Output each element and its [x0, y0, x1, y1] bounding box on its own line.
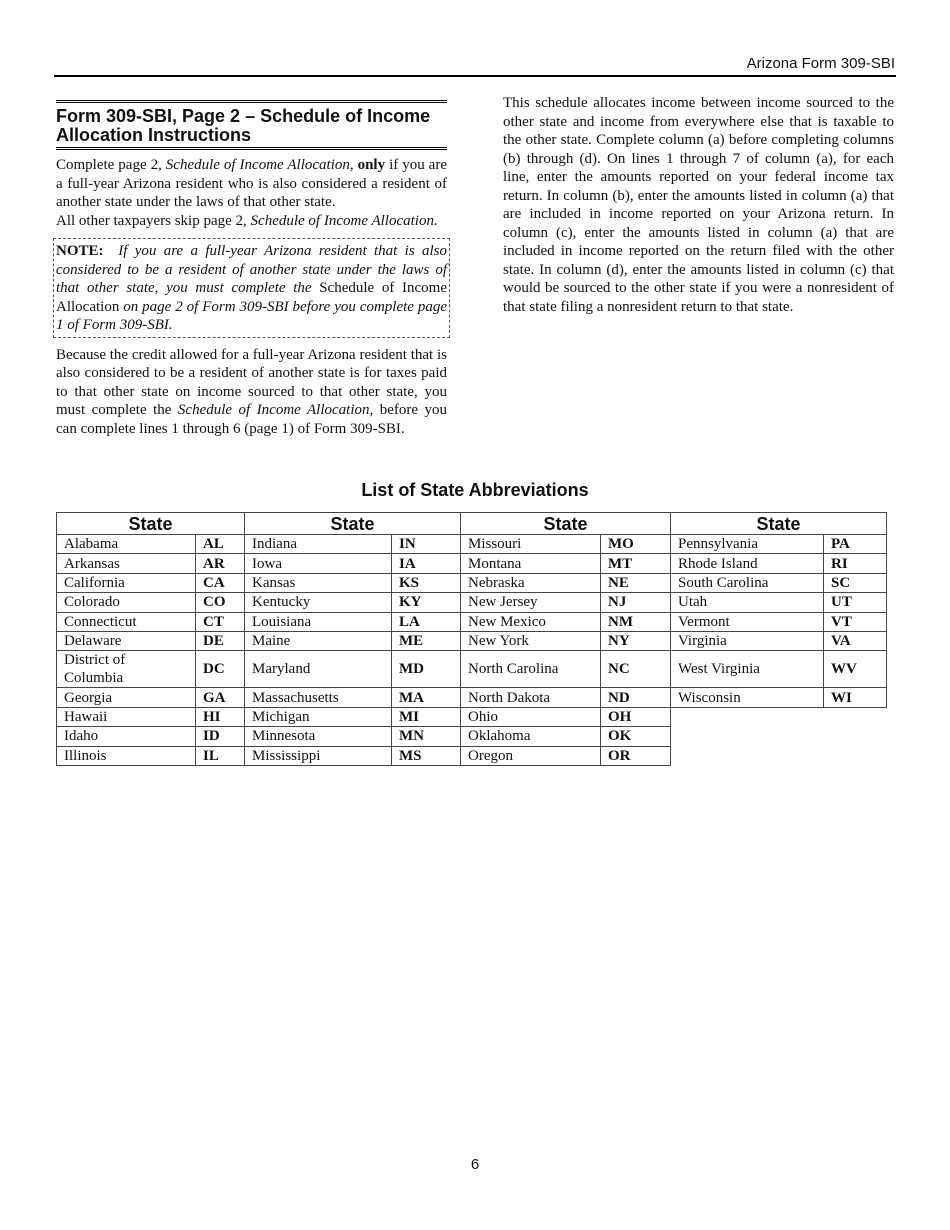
- state-name-cell: Connecticut: [57, 612, 196, 631]
- state-abbr-cell: WV: [824, 651, 887, 688]
- state-abbr-cell: SC: [824, 573, 887, 592]
- state-name-cell: Louisiana: [245, 612, 392, 631]
- state-name-cell: New York: [461, 631, 601, 650]
- state-abbr-cell: NJ: [601, 593, 671, 612]
- instructions-paragraph-1: [56, 156, 447, 212]
- state-name-cell: Virginia: [671, 631, 824, 650]
- table-header-row: [57, 513, 887, 535]
- table-row: [57, 535, 887, 554]
- state-name-cell: Pennsylvania: [671, 535, 824, 554]
- state-column-header: State: [461, 513, 671, 535]
- p1-text-e: if you are a full-year Arizona resident who is also considered a resident of another state under the laws of that other state.: [56, 157, 447, 210]
- table-row: [57, 651, 887, 688]
- left-column: [56, 100, 447, 438]
- state-abbr-cell: UT: [824, 593, 887, 612]
- state-abbr-cell: AR: [196, 554, 245, 573]
- p2-schedule-title: Schedule of Income Allocation.: [250, 212, 438, 229]
- state-abbr-cell: DE: [196, 631, 245, 650]
- state-abbr-cell: MD: [392, 651, 461, 688]
- section-heading-box: [56, 100, 447, 150]
- state-abbreviations-table: [56, 512, 887, 766]
- state-abbr-cell: ME: [392, 631, 461, 650]
- state-name-cell: Maine: [245, 631, 392, 650]
- state-abbr-cell: IL: [196, 746, 245, 765]
- state-name-cell: Utah: [671, 593, 824, 612]
- page-number: 6: [470, 1156, 480, 1173]
- state-rows: [57, 535, 887, 766]
- state-name-cell: Nebraska: [461, 573, 601, 592]
- note-label: NOTE:: [56, 243, 104, 259]
- instructions-paragraph-3: [56, 346, 447, 439]
- section-heading: Form 309-SBI, Page 2 – Schedule of Income Allocation Instructions: [56, 106, 431, 145]
- instructions-paragraph-4: This schedule allocates income between income sourced to the other state and income from everywhere else that is taxable to the other state. Complete column (a) before completing columns (b) through (d). On lines 1 through 7 of column (a), for each line, enter the amounts reported on your federal income tax return. In column (b), enter the amounts listed in column (a) that are included in income reported on your Arizona return. In column (c), enter the amounts listed in column (a) that are included in income reported on the return filed with the other state. In column (d), enter the amounts listed in column (c) that would be sourced to the other state if you were a nonresident of that state filing a nonresident return to that state.: [503, 95, 894, 315]
- state-name-cell: Oregon: [461, 746, 601, 765]
- state-abbr-cell: OR: [601, 746, 671, 765]
- empty-cell: [671, 727, 887, 746]
- table-row: [57, 631, 887, 650]
- header-rule: [54, 75, 896, 77]
- state-name-cell: Michigan: [245, 707, 392, 726]
- state-name-cell: West Virginia: [671, 651, 824, 688]
- state-abbr-cell: KS: [392, 573, 461, 592]
- state-abbr-cell: NC: [601, 651, 671, 688]
- table-row: [57, 554, 887, 573]
- p3-schedule-title: Schedule of Income Allocation,: [177, 402, 374, 418]
- note-text-c: on page 2 of Form 309-SBI before you complete page 1 of Form 309-SBI.: [56, 298, 448, 333]
- state-abbr-cell: MS: [392, 746, 461, 765]
- state-name-cell: Montana: [461, 554, 601, 573]
- table-row: [57, 746, 887, 765]
- state-name-cell: North Carolina: [461, 651, 601, 688]
- note-schedule-title: Schedule of Income Allocation: [56, 280, 447, 315]
- state-abbr-cell: MA: [392, 688, 461, 707]
- state-name-cell: Massachusetts: [245, 688, 392, 707]
- right-column: [503, 94, 894, 316]
- state-name-cell: Colorado: [57, 593, 196, 612]
- state-name-cell: Rhode Island: [671, 554, 824, 573]
- note-text-a: If you are a full-year Arizona resident that is also considered to be a resident of another state under the laws of that other state, you must complete the: [56, 243, 448, 296]
- state-column-header: State: [245, 513, 461, 535]
- state-abbr-cell: CA: [196, 573, 245, 592]
- state-name-cell: Maryland: [245, 651, 392, 688]
- state-name-cell: Delaware: [57, 631, 196, 650]
- state-name-cell: Illinois: [57, 746, 196, 765]
- table-row: [57, 688, 887, 707]
- state-abbr-cell: ND: [601, 688, 671, 707]
- state-name-cell: Iowa: [245, 554, 392, 573]
- state-abbr-cell: MO: [601, 535, 671, 554]
- state-abbr-cell: WI: [824, 688, 887, 707]
- state-abbr-cell: MN: [392, 727, 461, 746]
- state-name-cell: Alabama: [57, 535, 196, 554]
- state-name-cell: Ohio: [461, 707, 601, 726]
- state-abbr-cell: VT: [824, 612, 887, 631]
- state-name-cell: Vermont: [671, 612, 824, 631]
- state-name-cell: Kansas: [245, 573, 392, 592]
- state-abbr-cell: OH: [601, 707, 671, 726]
- state-abbr-cell: NY: [601, 631, 671, 650]
- p1-text-a: Complete page 2,: [56, 157, 166, 173]
- state-name-cell: Georgia: [57, 688, 196, 707]
- state-name-cell: New Mexico: [461, 612, 601, 631]
- state-name-cell: Mississippi: [245, 746, 392, 765]
- state-abbr-cell: DC: [196, 651, 245, 688]
- state-name-cell: Missouri: [461, 535, 601, 554]
- state-abbr-cell: ID: [196, 727, 245, 746]
- state-name-cell: Indiana: [245, 535, 392, 554]
- state-name-cell: Minnesota: [245, 727, 392, 746]
- table-row: [57, 727, 887, 746]
- note-box: [53, 238, 450, 338]
- table-row: [57, 707, 887, 726]
- state-abbr-cell: AL: [196, 535, 245, 554]
- state-name-cell: Wisconsin: [671, 688, 824, 707]
- state-abbr-cell: CO: [196, 593, 245, 612]
- table-row: [57, 593, 887, 612]
- state-name-cell: South Carolina: [671, 573, 824, 592]
- p1-schedule-title: Schedule of Income Allocation: [165, 157, 350, 173]
- state-abbr-cell: KY: [392, 593, 461, 612]
- instructions-paragraph-2: [56, 212, 447, 231]
- empty-cell: [671, 707, 887, 726]
- state-abbr-cell: NE: [601, 573, 671, 592]
- state-abbr-cell: IN: [392, 535, 461, 554]
- state-abbr-cell: VA: [824, 631, 887, 650]
- state-name-cell: Hawaii: [57, 707, 196, 726]
- state-name-cell: Idaho: [57, 727, 196, 746]
- state-name-cell: California: [57, 573, 196, 592]
- state-abbr-cell: MI: [392, 707, 461, 726]
- state-abbr-cell: RI: [824, 554, 887, 573]
- state-abbr-cell: CT: [196, 612, 245, 631]
- state-column-header: State: [671, 513, 887, 535]
- state-name-cell: Kentucky: [245, 593, 392, 612]
- state-name-cell: Arkansas: [57, 554, 196, 573]
- state-column-header: State: [57, 513, 245, 535]
- state-abbr-cell: GA: [196, 688, 245, 707]
- state-abbr-cell: LA: [392, 612, 461, 631]
- empty-cell: [671, 746, 887, 765]
- table-row: [57, 612, 887, 631]
- state-name-cell: Oklahoma: [461, 727, 601, 746]
- state-name-cell: North Dakota: [461, 688, 601, 707]
- p1-text-c: ,: [349, 157, 358, 173]
- form-header-title: Arizona Form 309-SBI: [746, 55, 895, 72]
- p3-text-a: Because the credit allowed for a full-year Arizona resident that is also considered to be a resident of another state is for taxes paid to that other state on income sourced to that other state, you must complete the: [56, 346, 447, 418]
- state-abbr-cell: OK: [601, 727, 671, 746]
- abbreviations-title: List of State Abbreviations: [361, 480, 589, 500]
- state-abbr-cell: NM: [601, 612, 671, 631]
- p2-text-a: All other taxpayers skip page 2,: [56, 212, 251, 229]
- state-name-cell: New Jersey: [461, 593, 601, 612]
- state-abbr-cell: HI: [196, 707, 245, 726]
- p1-only-emphasis: only: [357, 157, 386, 173]
- state-abbr-cell: PA: [824, 535, 887, 554]
- state-name-cell: District of Columbia: [57, 651, 196, 688]
- table-row: [57, 573, 887, 592]
- p3-text-c: before you can complete lines 1 through 6 (page 1) of Form 309-SBI.: [56, 402, 448, 437]
- state-abbr-cell: IA: [392, 554, 461, 573]
- state-abbr-cell: MT: [601, 554, 671, 573]
